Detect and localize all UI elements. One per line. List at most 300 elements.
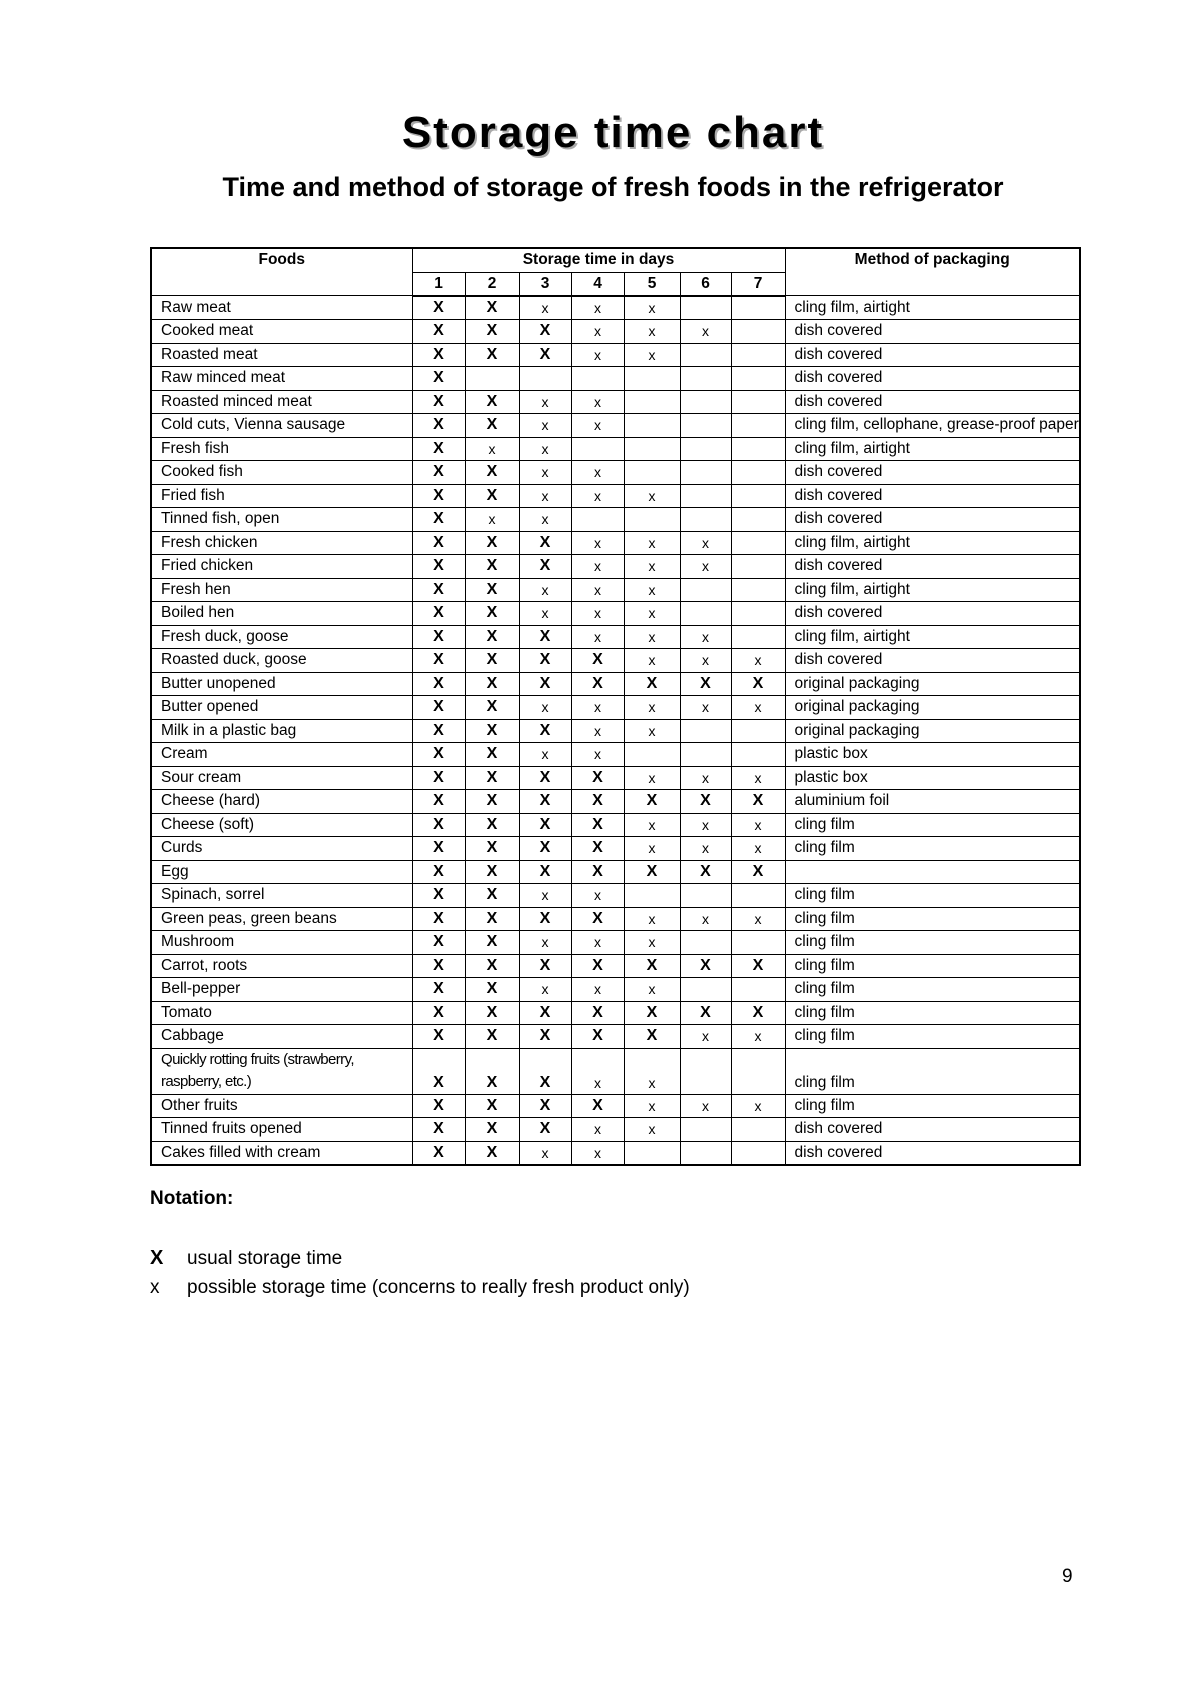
packaging-cell: cling film, airtight	[785, 531, 1080, 555]
storage-mark-day-1: X	[412, 390, 465, 414]
storage-mark-day-4: X	[571, 1001, 624, 1025]
storage-mark-day-4: x	[571, 531, 624, 555]
storage-mark-day-3: X	[519, 907, 571, 931]
storage-mark-day-1: X	[412, 414, 465, 438]
storage-mark-day-7	[731, 625, 785, 649]
food-name-cell: Cooked meat	[151, 320, 412, 344]
storage-mark-day-4	[571, 437, 624, 461]
storage-mark-day-5: x	[624, 296, 680, 320]
storage-mark-day-7	[731, 320, 785, 344]
storage-mark-day-4	[571, 508, 624, 532]
food-name-cell: Egg	[151, 860, 412, 884]
storage-mark-day-1: X	[412, 367, 465, 391]
storage-mark-day-6: X	[680, 672, 731, 696]
storage-mark-day-7	[731, 484, 785, 508]
table-row	[151, 766, 1080, 790]
storage-mark-day-6	[680, 978, 731, 1002]
storage-mark-day-5: X	[624, 790, 680, 814]
food-name-cell: Cabbage	[151, 1025, 412, 1049]
storage-mark-day-5: x	[624, 1094, 680, 1118]
storage-mark-day-7	[731, 719, 785, 743]
storage-mark-day-7	[731, 1118, 785, 1142]
storage-mark-day-2: X	[465, 790, 519, 814]
storage-time-table	[150, 247, 1081, 1166]
storage-mark-day-3: X	[519, 954, 571, 978]
storage-mark-day-3: x	[519, 931, 571, 955]
table-row	[151, 531, 1080, 555]
header-day-6: 6	[680, 272, 731, 296]
storage-mark-day-2: X	[465, 884, 519, 908]
storage-mark-day-4: x	[571, 602, 624, 626]
storage-mark-day-5: x	[624, 1118, 680, 1142]
storage-mark-day-2: X	[465, 461, 519, 485]
packaging-cell: cling film	[785, 1094, 1080, 1118]
storage-mark-day-5: X	[624, 860, 680, 884]
storage-mark-day-3: X	[519, 1025, 571, 1049]
storage-mark-day-5: x	[624, 978, 680, 1002]
storage-mark-day-5	[624, 743, 680, 767]
storage-mark-day-4: x	[571, 931, 624, 955]
storage-mark-day-2: X	[465, 578, 519, 602]
storage-mark-day-2: X	[465, 296, 519, 320]
table-row	[151, 649, 1080, 673]
storage-mark-day-2: X	[465, 1118, 519, 1142]
table-row	[151, 907, 1080, 931]
storage-mark-day-7	[731, 1141, 785, 1165]
storage-mark-day-4: x	[571, 1048, 624, 1094]
storage-mark-day-4: X	[571, 672, 624, 696]
packaging-cell: original packaging	[785, 719, 1080, 743]
storage-mark-day-3	[519, 367, 571, 391]
packaging-cell: original packaging	[785, 696, 1080, 720]
table-row	[151, 367, 1080, 391]
storage-mark-day-1: X	[412, 625, 465, 649]
storage-mark-day-6: x	[680, 555, 731, 579]
storage-mark-day-6: x	[680, 907, 731, 931]
storage-mark-day-2: X	[465, 320, 519, 344]
table-row	[151, 461, 1080, 485]
storage-mark-day-2: X	[465, 907, 519, 931]
storage-mark-day-1: X	[412, 437, 465, 461]
storage-mark-day-6	[680, 884, 731, 908]
storage-mark-day-1: X	[412, 1025, 465, 1049]
packaging-cell: cling film, airtight	[785, 296, 1080, 320]
storage-mark-day-6	[680, 1118, 731, 1142]
food-name-cell: Cold cuts, Vienna sausage	[151, 414, 412, 438]
storage-mark-day-5: x	[624, 696, 680, 720]
food-name-cell: Mushroom	[151, 931, 412, 955]
storage-mark-day-5	[624, 367, 680, 391]
storage-mark-day-3: X	[519, 649, 571, 673]
storage-mark-day-6	[680, 437, 731, 461]
storage-mark-day-4: x	[571, 296, 624, 320]
storage-mark-day-3: x	[519, 1141, 571, 1165]
storage-mark-day-2: X	[465, 484, 519, 508]
storage-mark-day-4: x	[571, 555, 624, 579]
food-name-cell: Carrot, roots	[151, 954, 412, 978]
packaging-cell: dish covered	[785, 484, 1080, 508]
table-row	[151, 837, 1080, 861]
storage-mark-day-5	[624, 390, 680, 414]
notation-title: Notation:	[150, 1188, 234, 1209]
packaging-cell: dish covered	[785, 390, 1080, 414]
food-name-cell: Other fruits	[151, 1094, 412, 1118]
packaging-cell: cling film	[785, 907, 1080, 931]
storage-mark-day-1: X	[412, 1141, 465, 1165]
storage-mark-day-4: X	[571, 954, 624, 978]
storage-mark-day-2: X	[465, 860, 519, 884]
storage-mark-day-4: x	[571, 320, 624, 344]
storage-mark-day-6	[680, 743, 731, 767]
storage-mark-day-6	[680, 367, 731, 391]
storage-mark-day-1: X	[412, 1048, 465, 1094]
storage-mark-day-3: x	[519, 437, 571, 461]
food-name-cell: Boiled hen	[151, 602, 412, 626]
packaging-cell: cling film	[785, 931, 1080, 955]
storage-mark-day-2: X	[465, 390, 519, 414]
storage-mark-day-7: X	[731, 860, 785, 884]
storage-mark-day-5: X	[624, 1001, 680, 1025]
packaging-cell: aluminium foil	[785, 790, 1080, 814]
storage-mark-day-6	[680, 1048, 731, 1094]
storage-mark-day-7	[731, 578, 785, 602]
food-name-cell: Raw minced meat	[151, 367, 412, 391]
storage-mark-day-4: x	[571, 696, 624, 720]
storage-mark-day-1: X	[412, 837, 465, 861]
storage-mark-day-7: x	[731, 813, 785, 837]
storage-mark-day-3: X	[519, 320, 571, 344]
storage-mark-day-4: x	[571, 414, 624, 438]
storage-mark-day-1: X	[412, 766, 465, 790]
storage-mark-day-6: x	[680, 320, 731, 344]
header-packaging: Method of packaging	[785, 248, 1080, 296]
table-row	[151, 625, 1080, 649]
storage-mark-day-5: x	[624, 625, 680, 649]
storage-mark-day-2: X	[465, 813, 519, 837]
storage-mark-day-1: X	[412, 343, 465, 367]
legend-possible-text: possible storage time (concerns to really fresh product only)	[187, 1277, 690, 1298]
legend-usual-text: usual storage time	[187, 1248, 343, 1269]
packaging-cell: dish covered	[785, 367, 1080, 391]
page-title: Storage time chart	[401, 108, 825, 157]
storage-mark-day-3: x	[519, 414, 571, 438]
storage-mark-day-6: X	[680, 1001, 731, 1025]
storage-mark-day-4: X	[571, 766, 624, 790]
storage-mark-day-2: X	[465, 1001, 519, 1025]
table-row	[151, 978, 1080, 1002]
storage-mark-day-2: X	[465, 1141, 519, 1165]
packaging-cell: cling film, airtight	[785, 578, 1080, 602]
storage-mark-day-1: X	[412, 578, 465, 602]
storage-mark-day-7	[731, 931, 785, 955]
storage-mark-day-3: X	[519, 672, 571, 696]
table-row	[151, 1048, 1080, 1094]
packaging-cell: cling film	[785, 884, 1080, 908]
storage-mark-day-1: X	[412, 790, 465, 814]
table-row	[151, 1001, 1080, 1025]
storage-mark-day-3: X	[519, 813, 571, 837]
storage-mark-day-3: X	[519, 1118, 571, 1142]
storage-mark-day-2	[465, 367, 519, 391]
storage-mark-day-5: X	[624, 672, 680, 696]
storage-mark-day-7	[731, 743, 785, 767]
table-row	[151, 1025, 1080, 1049]
storage-mark-day-4: x	[571, 978, 624, 1002]
storage-mark-day-1: X	[412, 555, 465, 579]
storage-mark-day-4: X	[571, 1025, 624, 1049]
storage-mark-day-1: X	[412, 719, 465, 743]
packaging-cell: cling film	[785, 978, 1080, 1002]
storage-mark-day-1: X	[412, 978, 465, 1002]
storage-mark-day-3: X	[519, 531, 571, 555]
header-day-4: 4	[571, 272, 624, 296]
packaging-cell: cling film	[785, 1001, 1080, 1025]
food-name-cell: Cream	[151, 743, 412, 767]
food-name-cell: Butter unopened	[151, 672, 412, 696]
storage-mark-day-2: X	[465, 719, 519, 743]
table-row	[151, 320, 1080, 344]
storage-mark-day-3: x	[519, 884, 571, 908]
header-day-2: 2	[465, 272, 519, 296]
storage-mark-day-4: X	[571, 837, 624, 861]
storage-mark-day-5: X	[624, 954, 680, 978]
storage-mark-day-5	[624, 884, 680, 908]
food-name-cell: Curds	[151, 837, 412, 861]
storage-mark-day-7	[731, 978, 785, 1002]
storage-mark-day-7: x	[731, 1094, 785, 1118]
storage-mark-day-3: X	[519, 1048, 571, 1094]
storage-mark-day-1: X	[412, 1001, 465, 1025]
storage-mark-day-4: X	[571, 860, 624, 884]
storage-mark-day-7: x	[731, 696, 785, 720]
header-foods: Foods	[151, 248, 412, 296]
storage-mark-day-1: X	[412, 1094, 465, 1118]
storage-mark-day-1: X	[412, 484, 465, 508]
header-day-5: 5	[624, 272, 680, 296]
storage-mark-day-6: X	[680, 860, 731, 884]
table-row	[151, 743, 1080, 767]
packaging-cell: dish covered	[785, 1141, 1080, 1165]
storage-mark-day-1: X	[412, 508, 465, 532]
food-name-cell: Roasted duck, goose	[151, 649, 412, 673]
storage-mark-day-6	[680, 931, 731, 955]
packaging-cell: dish covered	[785, 1118, 1080, 1142]
table-row	[151, 578, 1080, 602]
legend-usual-symbol: X	[150, 1247, 164, 1269]
food-name-cell: Tinned fish, open	[151, 508, 412, 532]
packaging-cell: cling film	[785, 1025, 1080, 1049]
storage-mark-day-3: x	[519, 508, 571, 532]
storage-mark-day-1: X	[412, 602, 465, 626]
storage-mark-day-1: X	[412, 672, 465, 696]
storage-mark-day-6	[680, 719, 731, 743]
storage-mark-day-2: X	[465, 414, 519, 438]
storage-mark-day-7: X	[731, 1001, 785, 1025]
packaging-cell: cling film, airtight	[785, 625, 1080, 649]
storage-mark-day-4	[571, 367, 624, 391]
storage-mark-day-3: X	[519, 343, 571, 367]
storage-mark-day-6: x	[680, 696, 731, 720]
storage-mark-day-5	[624, 461, 680, 485]
storage-mark-day-7	[731, 367, 785, 391]
storage-mark-day-5: x	[624, 343, 680, 367]
storage-mark-day-2: x	[465, 508, 519, 532]
storage-mark-day-1: X	[412, 931, 465, 955]
food-name-cell: Cooked fish	[151, 461, 412, 485]
storage-mark-day-2: X	[465, 625, 519, 649]
food-name-cell: Cakes filled with cream	[151, 1141, 412, 1165]
food-name-cell: Green peas, green beans	[151, 907, 412, 931]
table-row	[151, 414, 1080, 438]
storage-mark-day-7	[731, 296, 785, 320]
storage-mark-day-2: X	[465, 931, 519, 955]
storage-mark-day-1: X	[412, 461, 465, 485]
storage-mark-day-1: X	[412, 743, 465, 767]
food-name-cell: Fresh hen	[151, 578, 412, 602]
table-row	[151, 813, 1080, 837]
table-row	[151, 555, 1080, 579]
storage-mark-day-6: x	[680, 1094, 731, 1118]
storage-mark-day-6	[680, 343, 731, 367]
food-name-cell: Cheese (soft)	[151, 813, 412, 837]
legend-possible-symbol: x	[150, 1277, 160, 1298]
storage-mark-day-6	[680, 461, 731, 485]
storage-mark-day-3: X	[519, 790, 571, 814]
storage-mark-day-2: X	[465, 343, 519, 367]
packaging-cell: dish covered	[785, 649, 1080, 673]
table-row	[151, 390, 1080, 414]
storage-mark-day-6: X	[680, 790, 731, 814]
table-body	[151, 296, 1080, 1166]
table-row	[151, 484, 1080, 508]
packaging-cell: cling film	[785, 813, 1080, 837]
storage-mark-day-7	[731, 390, 785, 414]
storage-mark-day-7: x	[731, 766, 785, 790]
food-name-cell: Sour cream	[151, 766, 412, 790]
storage-mark-day-3: X	[519, 860, 571, 884]
storage-mark-day-7	[731, 602, 785, 626]
storage-mark-day-1: X	[412, 860, 465, 884]
storage-mark-day-5: x	[624, 578, 680, 602]
food-name-cell: Tomato	[151, 1001, 412, 1025]
packaging-cell	[785, 860, 1080, 884]
storage-mark-day-2: X	[465, 1048, 519, 1094]
table-row	[151, 1094, 1080, 1118]
storage-mark-day-6: x	[680, 625, 731, 649]
storage-mark-day-6: X	[680, 954, 731, 978]
storage-mark-day-3: X	[519, 625, 571, 649]
packaging-cell: original packaging	[785, 672, 1080, 696]
storage-mark-day-2: X	[465, 1025, 519, 1049]
packaging-cell: cling film	[785, 1048, 1080, 1094]
storage-mark-day-5	[624, 414, 680, 438]
storage-mark-day-2: X	[465, 978, 519, 1002]
storage-mark-day-5: x	[624, 320, 680, 344]
storage-mark-day-6: x	[680, 649, 731, 673]
storage-mark-day-1: X	[412, 696, 465, 720]
storage-mark-day-4: X	[571, 1094, 624, 1118]
storage-mark-day-6: x	[680, 1025, 731, 1049]
storage-mark-day-7	[731, 508, 785, 532]
storage-mark-day-3: x	[519, 461, 571, 485]
table-row	[151, 602, 1080, 626]
storage-mark-day-4: x	[571, 578, 624, 602]
header-day-7: 7	[731, 272, 785, 296]
packaging-cell: cling film, cellophane, grease-proof paper	[785, 414, 1080, 438]
storage-mark-day-7: X	[731, 672, 785, 696]
storage-mark-day-1: X	[412, 296, 465, 320]
packaging-cell: dish covered	[785, 508, 1080, 532]
storage-mark-day-3: x	[519, 296, 571, 320]
food-name-cell: Fried chicken	[151, 555, 412, 579]
storage-mark-day-3: X	[519, 1001, 571, 1025]
storage-mark-day-2: X	[465, 837, 519, 861]
storage-mark-day-3: x	[519, 696, 571, 720]
storage-mark-day-4: x	[571, 625, 624, 649]
storage-mark-day-2: X	[465, 672, 519, 696]
table-row	[151, 860, 1080, 884]
table-row	[151, 508, 1080, 532]
packaging-cell: plastic box	[785, 743, 1080, 767]
food-name-cell: Roasted meat	[151, 343, 412, 367]
header-day-3: 3	[519, 272, 571, 296]
food-name-cell: Fresh chicken	[151, 531, 412, 555]
header-storage-time: Storage time in days	[412, 248, 785, 272]
storage-mark-day-1: X	[412, 531, 465, 555]
storage-mark-day-5: x	[624, 555, 680, 579]
table-row	[151, 1141, 1080, 1165]
table-row	[151, 931, 1080, 955]
storage-mark-day-4: X	[571, 813, 624, 837]
storage-mark-day-1: X	[412, 1118, 465, 1142]
storage-mark-day-5: x	[624, 1048, 680, 1094]
storage-mark-day-6: x	[680, 813, 731, 837]
storage-mark-day-6: x	[680, 766, 731, 790]
table-row	[151, 296, 1080, 320]
food-name-cell: Tinned fruits opened	[151, 1118, 412, 1142]
storage-mark-day-4: X	[571, 907, 624, 931]
storage-mark-day-5: x	[624, 484, 680, 508]
storage-mark-day-2: x	[465, 437, 519, 461]
page-subtitle: Time and method of storage of fresh foods in the refrigerator	[222, 172, 1004, 202]
storage-mark-day-7	[731, 884, 785, 908]
packaging-cell: dish covered	[785, 461, 1080, 485]
storage-mark-day-5	[624, 437, 680, 461]
food-name-cell: Roasted minced meat	[151, 390, 412, 414]
food-name-cell: Milk in a plastic bag	[151, 719, 412, 743]
storage-mark-day-3: x	[519, 602, 571, 626]
storage-mark-day-4: x	[571, 719, 624, 743]
storage-mark-day-5: x	[624, 719, 680, 743]
storage-mark-day-1: X	[412, 907, 465, 931]
storage-mark-day-6	[680, 484, 731, 508]
storage-mark-day-5	[624, 1141, 680, 1165]
storage-mark-day-4: x	[571, 1118, 624, 1142]
storage-mark-day-5: x	[624, 931, 680, 955]
storage-mark-day-3: x	[519, 390, 571, 414]
storage-mark-day-5: x	[624, 766, 680, 790]
storage-mark-day-2: X	[465, 766, 519, 790]
storage-mark-day-5: x	[624, 813, 680, 837]
storage-mark-day-4: x	[571, 484, 624, 508]
storage-mark-day-7	[731, 437, 785, 461]
storage-mark-day-3: X	[519, 837, 571, 861]
storage-mark-day-1: X	[412, 954, 465, 978]
table-row	[151, 1118, 1080, 1142]
packaging-cell: dish covered	[785, 602, 1080, 626]
storage-mark-day-2: X	[465, 696, 519, 720]
packaging-cell: cling film, airtight	[785, 437, 1080, 461]
